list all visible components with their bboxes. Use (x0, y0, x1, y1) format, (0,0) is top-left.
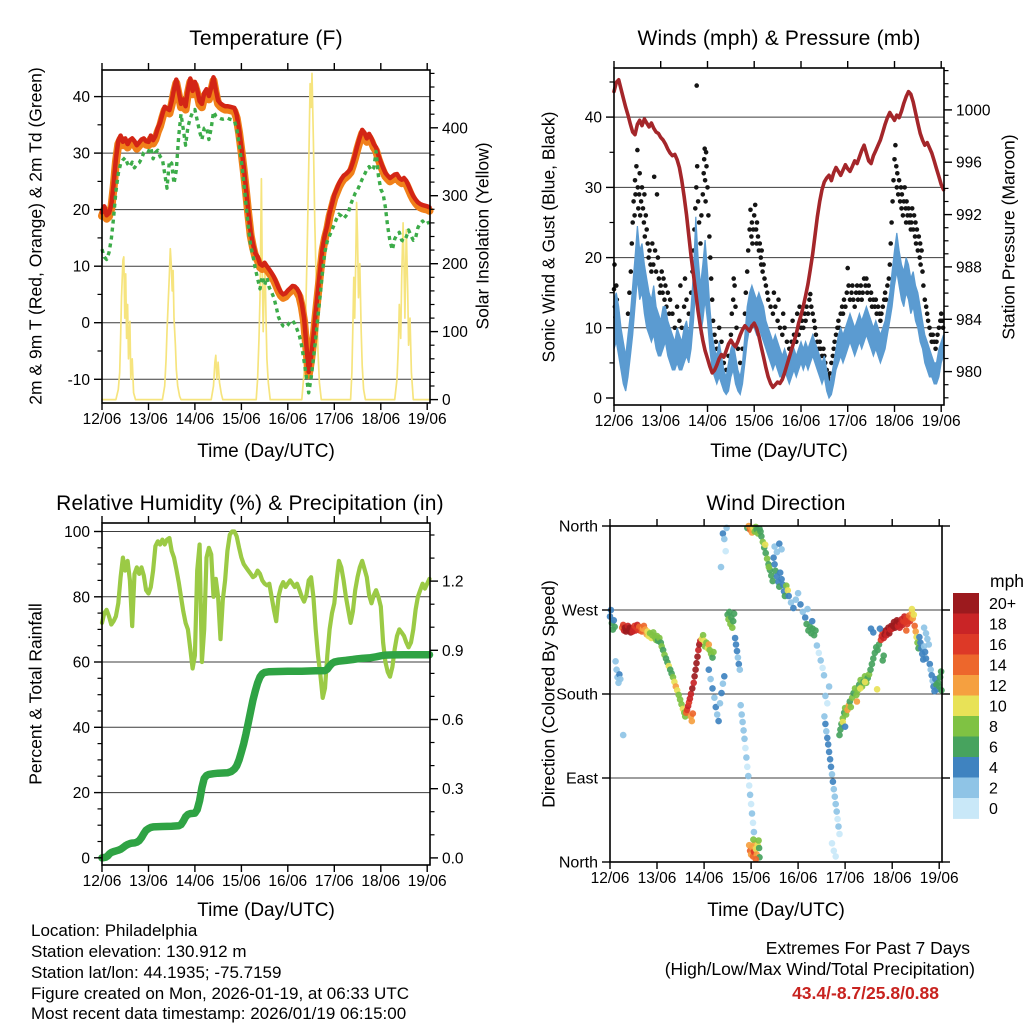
svg-text:14/06: 14/06 (175, 873, 215, 890)
footer-location: Location: Philadelphia (31, 921, 198, 940)
extremes-values: 43.4/-8.7/25.8/0.88 (792, 983, 939, 1003)
winds-pressure-right-axis (944, 71, 991, 398)
svg-text:20: 20 (72, 202, 90, 220)
svg-text:14: 14 (989, 657, 1007, 675)
svg-text:East: East (565, 770, 598, 788)
svg-text:8: 8 (989, 718, 998, 736)
svg-text:South: South (556, 686, 598, 704)
wind-direction-x-axis-label: Time (Day/UTC) (707, 900, 845, 921)
panel-wind-direction (556, 519, 958, 888)
svg-text:13/06: 13/06 (129, 411, 168, 428)
wind_direction_colored_by_speed (607, 523, 945, 863)
sonic_wind (614, 217, 944, 398)
svg-text:30: 30 (72, 145, 90, 163)
footer-timestamp: Most recent data timestamp: 2026/01/19 06:15:00 (31, 1004, 407, 1023)
wind-direction-panel-title: Wind Direction (706, 492, 846, 515)
winds-x-axis-label: Time (Day/UTC) (710, 441, 848, 462)
pressure-right-axis-label: Station Pressure (Maroon) (998, 134, 1019, 340)
svg-text:988: 988 (956, 259, 982, 277)
svg-text:12/06: 12/06 (594, 413, 634, 430)
svg-text:40: 40 (72, 719, 90, 737)
svg-text:12/06: 12/06 (82, 411, 122, 428)
svg-text:80: 80 (72, 589, 90, 607)
svg-text:12/06: 12/06 (82, 873, 122, 890)
svg-text:North: North (558, 854, 598, 872)
svg-text:19/06: 19/06 (921, 413, 961, 430)
humidity-x-axis-label: Time (Day/UTC) (197, 900, 335, 921)
svg-text:6: 6 (989, 739, 998, 757)
svg-text:1.2: 1.2 (442, 573, 464, 591)
humidity-precip-series (102, 532, 430, 858)
svg-text:20+: 20+ (989, 595, 1017, 613)
svg-text:2: 2 (989, 780, 998, 798)
svg-text:15/06: 15/06 (731, 870, 771, 887)
svg-text:17/06: 17/06 (314, 873, 354, 890)
svg-text:17/06: 17/06 (314, 411, 354, 428)
winds-pressure-panel-title: Winds (mph) & Pressure (mb) (637, 27, 921, 50)
direction-left-axis-label: Direction (Colored By Speed) (538, 580, 559, 808)
panel-temperature (68, 63, 469, 428)
total_rainfall_in (102, 655, 430, 858)
svg-text:12/06: 12/06 (590, 870, 630, 887)
svg-text:30: 30 (584, 179, 602, 197)
speed-colorbar (953, 593, 1016, 819)
svg-text:20: 20 (584, 250, 602, 268)
svg-text:100: 100 (442, 324, 468, 342)
svg-text:980: 980 (956, 364, 982, 382)
svg-text:13/06: 13/06 (641, 413, 681, 430)
footer-latlon: Station lat/lon: 44.1935; -75.7159 (31, 963, 282, 982)
svg-text:4: 4 (989, 759, 998, 777)
panel-winds-pressure (585, 61, 991, 430)
solar_insolation (102, 73, 430, 399)
svg-text:16: 16 (989, 636, 1007, 654)
svg-text:19/06: 19/06 (407, 411, 447, 428)
svg-text:40: 40 (72, 89, 90, 107)
svg-text:984: 984 (956, 311, 982, 329)
humidity-left-axis-label: Percent & Total Rainfall (25, 603, 46, 785)
footer-created: Figure created on Mon, 2026-01-19, at 06:33 UTC (31, 984, 409, 1003)
svg-text:1000: 1000 (956, 102, 991, 120)
svg-text:18/06: 18/06 (872, 870, 912, 887)
svg-text:0: 0 (81, 850, 90, 868)
svg-text:14/06: 14/06 (175, 411, 215, 428)
svg-text:West: West (561, 602, 598, 620)
svg-text:40: 40 (584, 109, 602, 127)
svg-text:15/06: 15/06 (734, 413, 774, 430)
temperature-panel-title: Temperature (F) (189, 27, 343, 50)
svg-text:13/06: 13/06 (129, 873, 168, 890)
wind-direction-left-axis (556, 519, 950, 872)
svg-text:0.6: 0.6 (442, 712, 464, 729)
svg-text:17/06: 17/06 (828, 413, 868, 430)
svg-text:18: 18 (989, 616, 1007, 634)
svg-text:0.9: 0.9 (442, 642, 464, 660)
svg-text:200: 200 (442, 256, 468, 274)
humidity-precip-right-axis (430, 535, 464, 867)
colorbar-unit-label: mph (990, 571, 1024, 591)
winds-pressure-left-axis (585, 82, 614, 408)
svg-text:992: 992 (956, 207, 982, 225)
humidity-precip-panel-title: Relative Humidity (%) & Precipitation (in) (56, 492, 444, 515)
temperature-right-axis (430, 73, 468, 409)
svg-text:13/06: 13/06 (637, 870, 677, 887)
svg-text:North: North (558, 518, 598, 536)
extremes-subheading: (High/Low/Max Wind/Total Precipitation) (664, 959, 975, 979)
svg-text:996: 996 (956, 154, 982, 172)
svg-text:60: 60 (72, 654, 90, 672)
svg-text:300: 300 (442, 188, 468, 206)
extremes-heading: Extremes For Past 7 Days (765, 938, 970, 958)
svg-text:14/06: 14/06 (688, 413, 727, 430)
svg-text:100: 100 (64, 524, 90, 541)
wind-left-axis-label: Sonic Wind & Gust (Blue, Black) (538, 111, 559, 363)
svg-text:15/06: 15/06 (222, 873, 261, 890)
temperature-x-axis-label: Time (Day/UTC) (197, 441, 335, 462)
footer-elevation: Station elevation: 130.912 m (31, 942, 247, 961)
panel-humidity-precip (64, 516, 464, 890)
svg-text:16/06: 16/06 (268, 873, 308, 890)
winds-pressure-x-axis (595, 61, 961, 430)
svg-text:0.3: 0.3 (442, 781, 464, 799)
temperature-left-axis (68, 89, 102, 389)
svg-text:10: 10 (584, 320, 602, 338)
svg-text:16/06: 16/06 (781, 413, 821, 430)
svg-text:0: 0 (81, 315, 90, 333)
svg-text:16/06: 16/06 (268, 411, 308, 428)
winds-pressure-series (612, 80, 946, 398)
svg-text:18/06: 18/06 (361, 873, 401, 890)
temperature-left-axis-label: 2m & 9m T (Red, Orange) & 2m Td (Green) (25, 67, 46, 405)
svg-text:0.0: 0.0 (442, 850, 464, 868)
wind-direction-series (607, 523, 945, 863)
svg-text:16/06: 16/06 (778, 870, 818, 887)
svg-text:400: 400 (442, 120, 468, 138)
svg-text:20: 20 (72, 785, 90, 803)
svg-text:17/06: 17/06 (825, 870, 865, 887)
svg-text:0: 0 (989, 800, 998, 818)
svg-text:15/06: 15/06 (222, 411, 261, 428)
temperature-series (102, 73, 430, 399)
svg-text:14/06: 14/06 (684, 870, 724, 887)
svg-text:0: 0 (593, 390, 602, 408)
solar-right-axis-label: Solar Insolation (Yellow) (472, 142, 493, 330)
svg-text:18/06: 18/06 (875, 413, 914, 430)
svg-text:19/06: 19/06 (919, 870, 959, 887)
svg-text:0: 0 (442, 392, 451, 410)
humidity-precip-left-axis (64, 524, 102, 867)
svg-text:12: 12 (989, 677, 1007, 695)
svg-text:19/06: 19/06 (407, 873, 447, 890)
svg-text:10: 10 (989, 698, 1007, 716)
svg-text:18/06: 18/06 (361, 411, 401, 428)
svg-text:-10: -10 (67, 371, 90, 389)
svg-text:10: 10 (72, 258, 90, 276)
